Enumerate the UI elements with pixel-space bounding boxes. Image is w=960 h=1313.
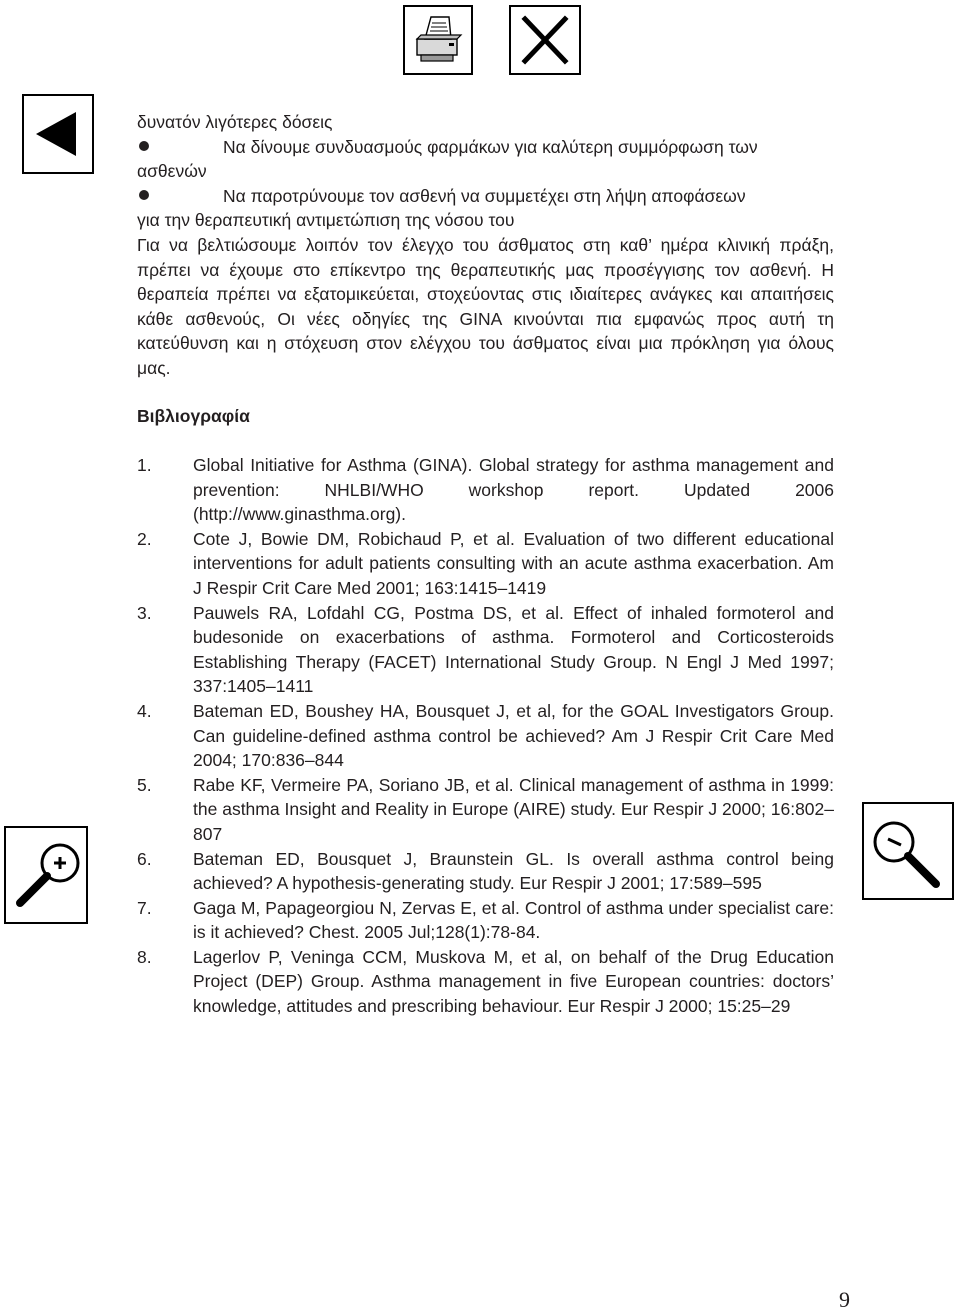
reference-item bbox=[137, 699, 834, 773]
bullet-dot bbox=[139, 141, 149, 151]
reference-item bbox=[137, 773, 834, 847]
zoom-out-button[interactable] bbox=[862, 802, 954, 900]
reference-text: Bateman ED, Bousquet J, Braunstein GL. Is overall asthma control being achieved? A hypothesis-generating study. Eur Respir J 2001; 17:589–595 bbox=[193, 848, 834, 894]
reference-number: 3. bbox=[137, 602, 152, 623]
zoom-in-button[interactable] bbox=[4, 826, 88, 924]
reference-number: 7. bbox=[137, 897, 152, 918]
bullet-item bbox=[137, 184, 834, 209]
zoom-out-magnifier-icon bbox=[864, 804, 952, 898]
reference-item bbox=[137, 527, 834, 601]
reference-list bbox=[137, 453, 834, 1019]
bullet-text: Να παροτρύνουμε τον ασθενή να συμμετέχει στη λήψη αποφάσεων bbox=[223, 185, 746, 206]
close-x-icon bbox=[511, 7, 579, 73]
bullet-continuation: ασθενών bbox=[137, 161, 207, 182]
back-button[interactable] bbox=[22, 94, 94, 174]
bibliography-heading: Βιβλιογραφία bbox=[137, 406, 250, 426]
page-number: 9 bbox=[839, 1287, 850, 1312]
reference-number: 1. bbox=[137, 455, 152, 475]
reference-number: 2. bbox=[137, 528, 152, 549]
bullet-item bbox=[137, 135, 834, 160]
print-button[interactable] bbox=[403, 5, 473, 75]
reference-item bbox=[137, 896, 834, 945]
zoom-in-magnifier-icon bbox=[6, 828, 86, 922]
reference-text: Gaga M, Papageorgiou N, Zervas E, et al. Control of asthma under specialist care: is it achieved? Chest. 2005 Jul;128(1):78-84. bbox=[193, 897, 834, 943]
reference-item bbox=[137, 601, 834, 699]
bullet-text: Να δίνουμε συνδυασμούς φαρμάκων για καλύτερη συμμόρφωση των bbox=[223, 136, 758, 157]
reference-text: Bateman ED, Boushey HA, Bousquet J, et al, for the GOAL Investigators Group. Can guideline-defined asthma control be achieved? Am J Respir Crit Care Med 2004; 170:836–844 bbox=[193, 700, 834, 771]
reference-text: Pauwels RA, Lofdahl CG, Postma DS, et al. Effect of inhaled formoterol and budesonide on exacerbations of asthma. Formoterol and Corticosteroids Establishing Therapy (FACET) International Study Group. N Engl J Med 1997; 337:1405–1411 bbox=[193, 602, 834, 697]
reference-text: Cote J, Bowie DM, Robichaud P, et al. Evaluation of two different educational interventions for adult patients consulting with an acute asthma exacerbation. Am J Respir Crit Care Med 2001; 163:1415–1419 bbox=[193, 528, 834, 598]
body-text bbox=[137, 110, 834, 381]
body-paragraph: Για να βελτιώσουμε λοιπόν τον έλεγχο του άσθματος στη καθ’ ημέρα κλινική πράξη, πρέπει να έχουμε στο επίκεντρο της θεραπευτικής μας προσέγγισης τον ασθενή. Η θεραπεία πρέπει να εξατομικεύεται, στοχεύοντας στις ιδιαίτερες ανάγκες και απαιτήσεις κάθε ασθενούς, Οι νέες οδηγίες της GINA κινούνται πια εμφανώς προς αυτή τη κατεύθυνση και η στόχευση στον ελέγχου του άσθματος είναι μια πρόκληση για όλους μας. bbox=[137, 234, 834, 378]
reference-text: Global Initiative for Asthma (GINA). Global strategy for asthma management and prevention: NHLBI/WHO workshop report. Updated 2006 (http://www.ginasthma.org). bbox=[193, 455, 834, 525]
reference-text: Lagerlov P, Veninga CCM, Muskova M, et al, on behalf of the Drug Education Project (DEP) Group. Asthma management in five European countries: doctors’ knowledge, attitudes and prescribing behaviour. Eur Respir J 2000; 15:25–29 bbox=[193, 946, 834, 1017]
reference-item bbox=[137, 453, 834, 527]
printer-icon bbox=[405, 7, 471, 73]
reference-number: 8. bbox=[137, 946, 152, 967]
reference-text: Rabe KF, Vermeire PA, Soriano JB, et al. Clinical management of asthma in 1999: the asthma Insight and Reality in Europe (AIRE) study. Eur Respir J 2000; 16:802–807 bbox=[193, 774, 834, 844]
bullet-dot bbox=[139, 190, 149, 200]
reference-number: 4. bbox=[137, 700, 152, 721]
back-arrow-icon bbox=[24, 96, 92, 172]
close-button[interactable] bbox=[509, 5, 581, 75]
bullet-continuation: για την θεραπευτική αντιμετώπιση της νόσου του bbox=[137, 210, 515, 231]
reference-number: 6. bbox=[137, 848, 152, 869]
reference-number: 5. bbox=[137, 774, 152, 795]
body-line: δυνατόν λιγότερες δόσεις bbox=[137, 112, 333, 132]
reference-item bbox=[137, 847, 834, 896]
reference-item bbox=[137, 945, 834, 1019]
